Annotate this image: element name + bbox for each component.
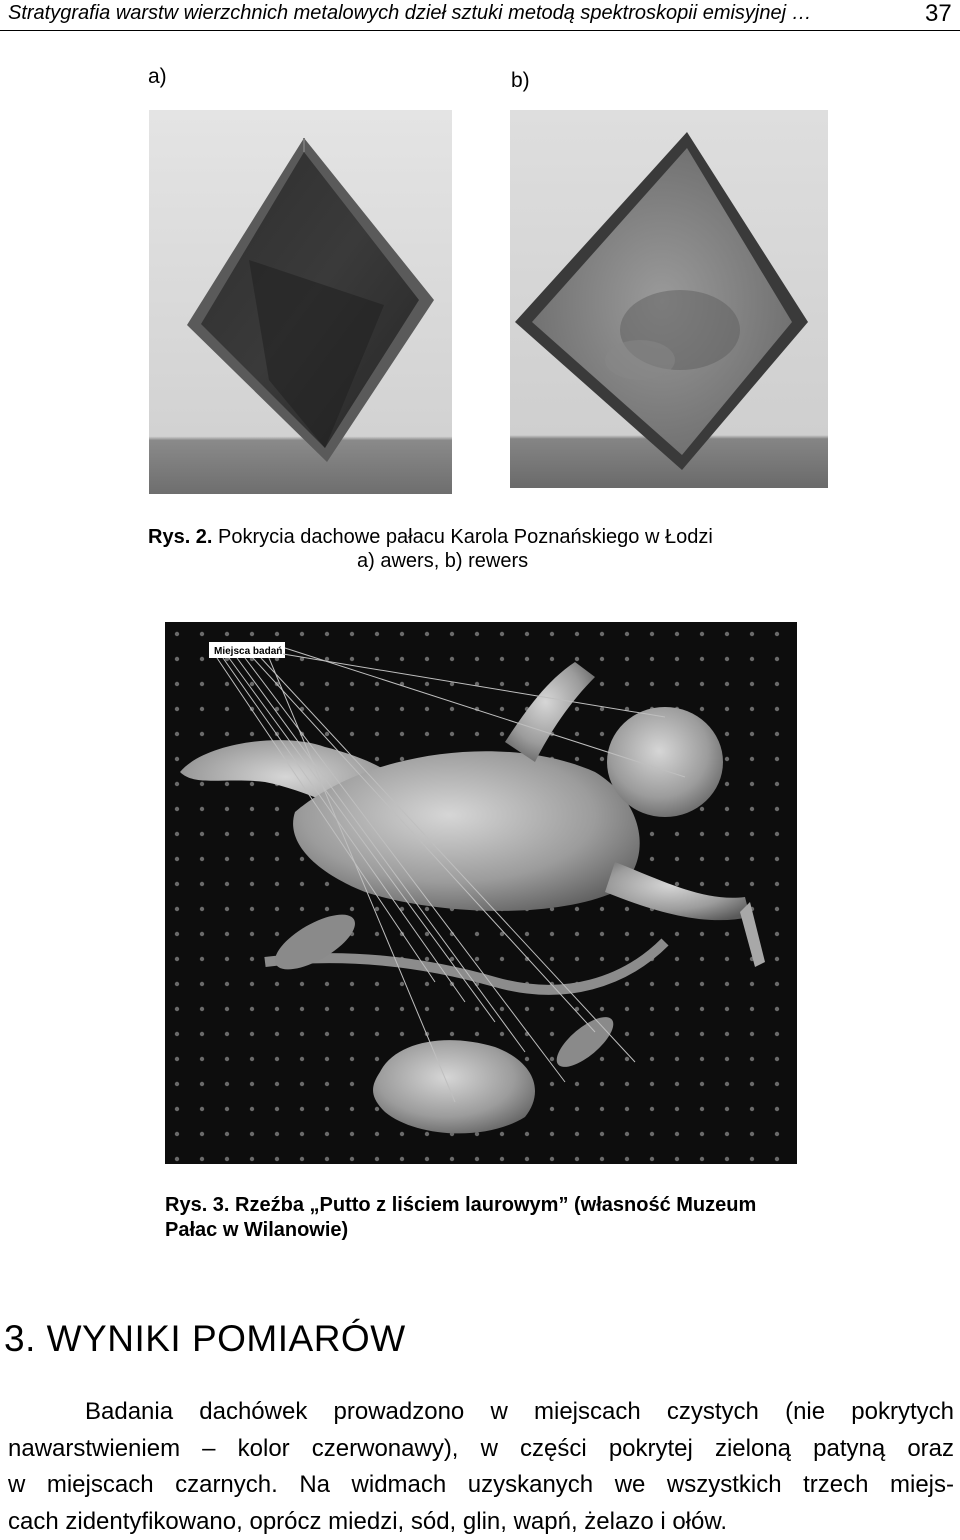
figure3-caption-line1: [165, 1193, 756, 1217]
figure3-annotation-label: Miejsca badań: [214, 646, 282, 657]
paragraph-line-2: nawarstwieniem – kolor czerwonawy), w części pokrytej zieloną patyną oraz: [8, 1431, 954, 1468]
figure2-label-a: a): [148, 65, 167, 89]
roof-tile-rewers-image: [510, 110, 828, 488]
figure2-photo-awers: [149, 110, 452, 494]
paragraph-line-1: Badania dachówek prowadzono w miejscach czystych (nie pokrytych: [8, 1394, 954, 1431]
figure2-photo-rewers: [510, 110, 828, 488]
figure3-caption-text: Rzeźba „Putto z liściem laurowym” (własność Muzeum: [235, 1194, 756, 1216]
header-rule: [0, 30, 960, 31]
figure2-caption-label: Rys. 2.: [148, 526, 212, 548]
section-heading: 3. WYNIKI POMIARÓW: [4, 1318, 406, 1360]
section-body-paragraph: [8, 1394, 954, 1540]
paragraph-line-4: cach zidentyfikowano, oprócz miedzi, sód, glin, wapń, żelazo i ołów.: [8, 1504, 954, 1540]
paragraph-line-3: w miejscach czarnych. Na widmach uzyskanych we wszystkich trzech miejs-: [8, 1467, 954, 1504]
figure2-caption-line1: [148, 525, 713, 549]
figure3-caption-label: Rys. 3.: [165, 1194, 229, 1216]
page-number: 37: [925, 0, 952, 28]
figure3-caption-line2: Pałac w Wilanowie): [165, 1218, 348, 1242]
roof-tile-awers-image: [149, 110, 452, 494]
figure2-caption-text: Pokrycia dachowe pałacu Karola Poznańskiego w Łodzi: [218, 526, 713, 548]
running-header-title: Stratygrafia warstw wierzchnich metalowych dzieł sztuki metodą spektroskopii emisyjnej …: [8, 2, 812, 25]
putto-sculpture-image: [165, 622, 797, 1164]
figure3-photo-putto: [165, 622, 797, 1164]
figure2-caption-line2: a) awers, b) rewers: [357, 549, 528, 573]
figure2-label-b: b): [511, 69, 530, 93]
